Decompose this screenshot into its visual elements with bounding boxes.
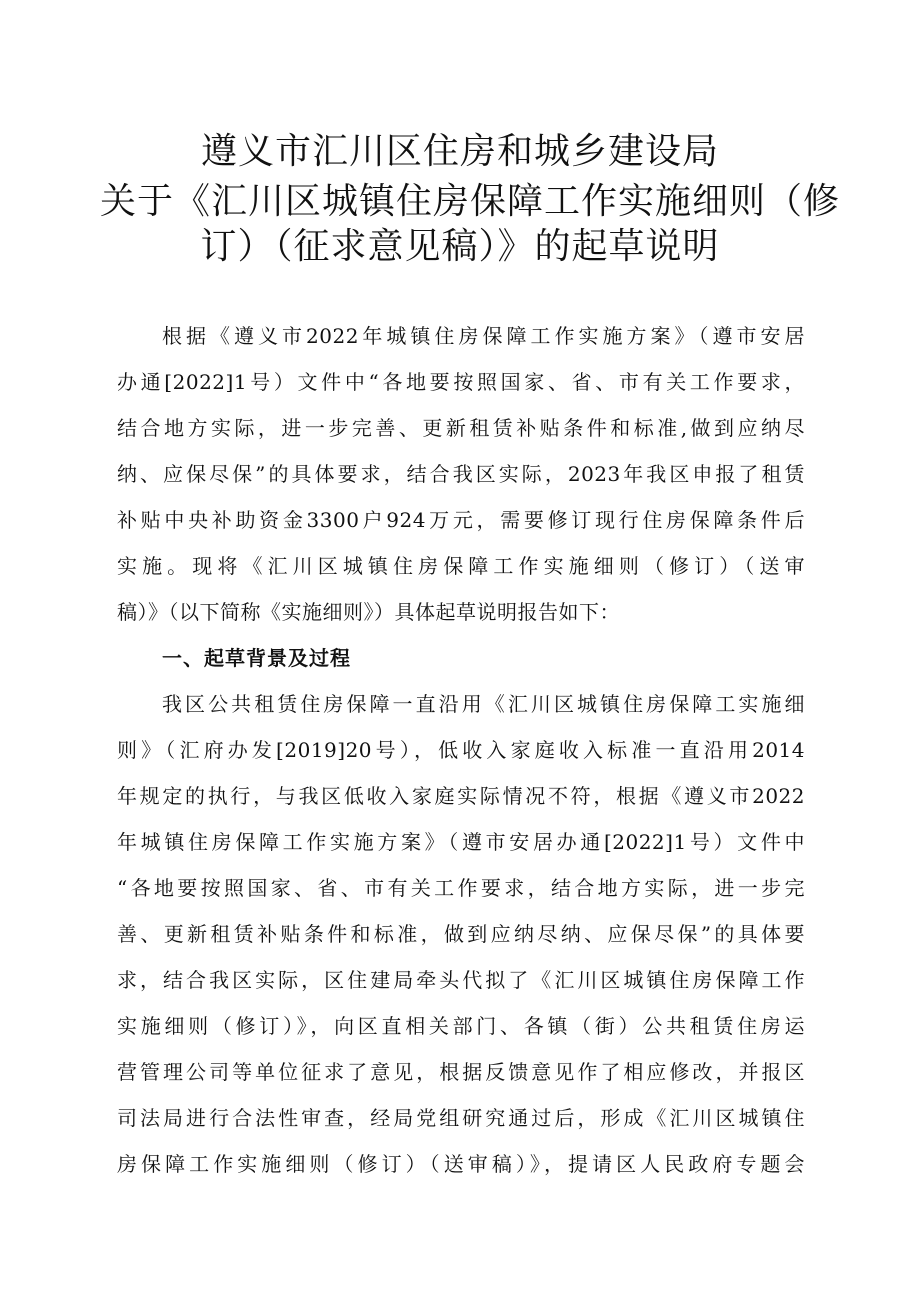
section-line-5: “各地要按照国家、省、市有关工作要求，结合地方实际，进一步完: [117, 876, 805, 900]
section-heading: 一、起草背景及过程: [162, 646, 351, 670]
intro-line-7: 稿）》（以下简称《实施细则》）具体起草说明报告如下：: [117, 600, 620, 624]
intro-line-3: 结合地方实际，进一步完善、更新租赁补贴条件和标准,做到应纳尽: [117, 416, 805, 440]
section-line-11: 房保障工作实施细则（修订）（送审稿）》，提请区人民政府专题会: [117, 1152, 805, 1176]
section-line-7: 求，结合我区实际，区住建局牵头代拟了《汇川区城镇住房保障工作: [117, 968, 805, 992]
intro-line-4: 纳、应保尽保”的具体要求，结合我区实际，2023年我区申报了租赁: [117, 462, 805, 486]
document-title-line-2: 关于《汇川区城镇住房保障工作实施细则（修: [100, 181, 841, 222]
section-line-1: 我区公共租赁住房保障一直沿用《汇川区城镇住房保障工实施细: [162, 692, 805, 716]
intro-line-5: 补贴中央补助资金3300户924万元，需要修订现行住房保障条件后: [117, 508, 805, 532]
intro-line-6: 实施。现将《汇川区城镇住房保障工作实施细则（修订）（送审: [117, 554, 805, 578]
section-line-2: 则》（汇府办发[2019]20号），低收入家庭收入标准一直沿用2014: [117, 738, 805, 762]
section-line-6: 善、更新租赁补贴条件和标准，做到应纳尽纳、应保尽保”的具体要: [117, 922, 805, 946]
section-line-10: 司法局进行合法性审查，经局党组研究通过后，形成《汇川区城镇住: [117, 1106, 805, 1130]
section-line-9: 营管理公司等单位征求了意见，根据反馈意见作了相应修改，并报区: [117, 1060, 805, 1084]
intro-line-2: 办通[2022]1号）文件中“各地要按照国家、省、市有关工作要求，: [117, 370, 805, 394]
section-line-3: 年规定的执行，与我区低收入家庭实际情况不符，根据《遵义市2022: [117, 784, 805, 808]
intro-line-1: 根据《遵义市2022年城镇住房保障工作实施方案》（遵市安居: [162, 324, 805, 348]
document-title-line-3: 订）（征求意见稿）》的起草说明: [200, 226, 720, 267]
section-line-4: 年城镇住房保障工作实施方案》（遵市安居办通[2022]1号）文件中: [117, 830, 805, 854]
document-title-line-1: 遵义市汇川区住房和城乡建设局: [200, 131, 719, 172]
section-line-8: 实施细则（修订）》，向区直相关部门、各镇（街）公共租赁住房运: [117, 1014, 805, 1038]
